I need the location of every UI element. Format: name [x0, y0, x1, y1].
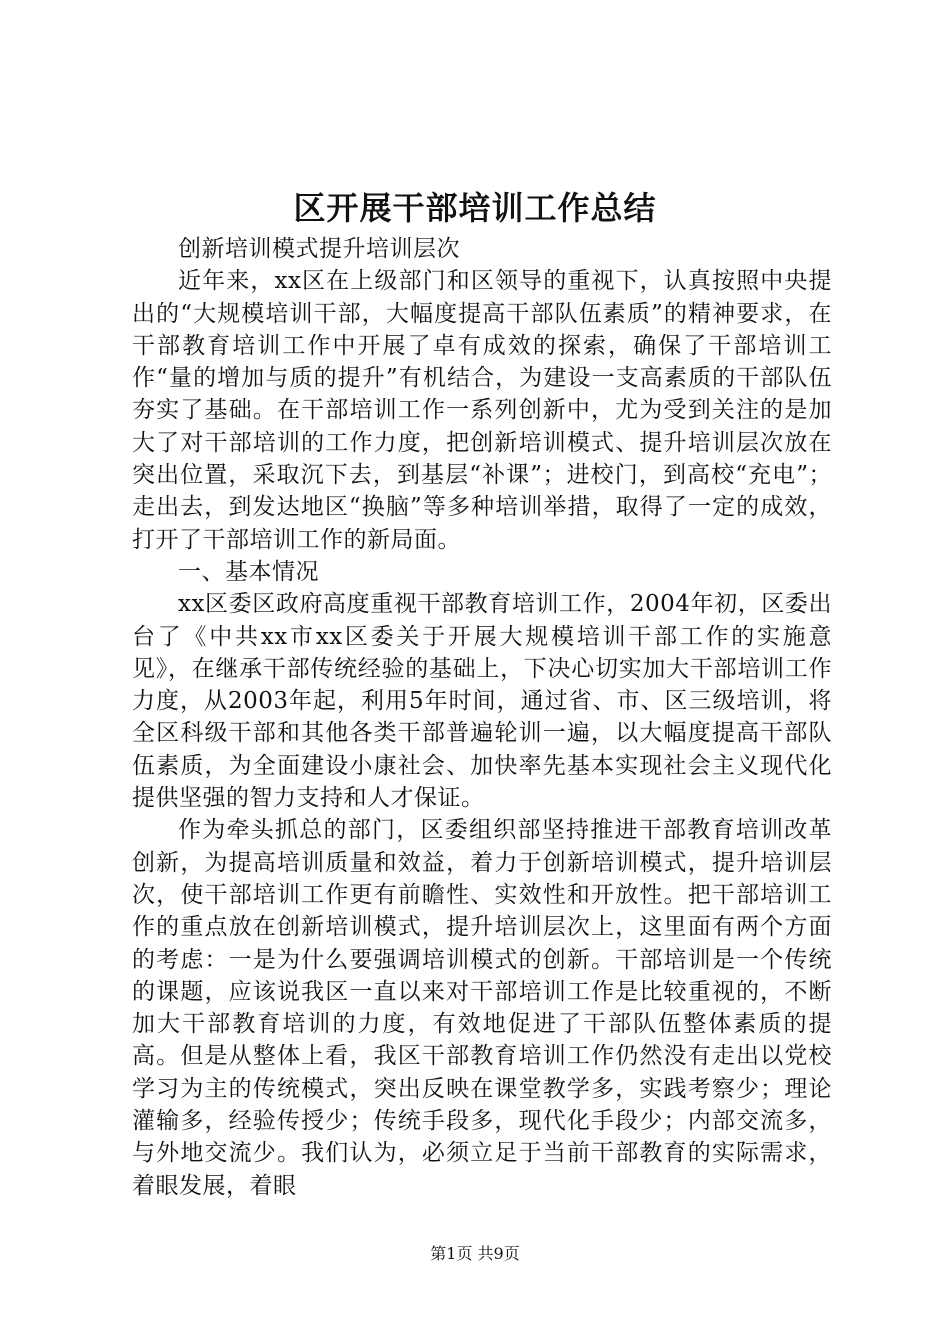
paragraph-organization-department: 作为牵头抓总的部门，区委组织部坚持推进干部教育培训改革创新，为提高培训质量和效益，着力于创新培训模式，提升培训层次，使干部培训工作更有前瞻性、实效性和开放性。把干部培训工作的重点放在创新培训模式，提升培训层次上，这里面有两个方面的考虑：一是为什么要强调培训模式的创新。干部培训是一个传统的课题，应该说我区一直以来对干部培训工作是比较重视的，不断加大干部教育培训的力度，有效地促进了干部队伍整体素质的提高。但是从整体上看，我区干部教育培训工作仍然没有走出以党校学习为主的传统模式，突出反映在课堂教学多，实践考察少；理论灌输多，经验传授少；传统手段多，现代化手段少；内部交流多，与外地交流少。我们认为，必须立足于当前干部教育的实际需求，着眼发展，着眼 — [132, 817, 832, 1199]
paragraph-subtitle: 创新培训模式提升培训层次 — [178, 236, 460, 262]
document-title: 区开展干部培训工作总结 — [293, 189, 657, 227]
page-footer: 第1页 共9页 — [430, 1244, 520, 1263]
document-body — [132, 233, 832, 1202]
paragraph-intro: 近年来，xx区在上级部门和区领导的重视下，认真按照中央提出的“大规模培训干部，大幅度提高干部队伍素质”的精神要求，在干部教育培训工作中开展了卓有成效的探索，确保了干部培训工作“量的增加与质的提升”有机结合，为建设一支高素质的干部队伍夯实了基础。在干部培训工作一系列创新中，尤为受到关注的是加大了对干部培训的工作力度，把创新培训模式、提升培训层次放在突出位置，采取沉下去，到基层“补课”；进校门，到高校“充电”；走出去，到发达地区“换脑”等多种培训举措，取得了一定的成效，打开了干部培训工作的新局面。 — [132, 268, 832, 553]
paragraph-basic-situation: xx区委区政府高度重视干部教育培训工作，2004年初，区委出台了《中共xx市xx区委关于开展大规模培训干部工作的实施意见》，在继承干部传统经验的基础上，下决心切实加大干部培训工作力度，从2003年起，利用5年时间，通过省、市、区三级培训，将全区科级干部和其他各类干部普遍轮训一遍，以大幅度提高干部队伍素质，为全面建设小康社会、加快率先基本实现社会主义现代化提供坚强的智力支持和人才保证。 — [132, 591, 832, 812]
section-heading-basic-situation: 一、基本情况 — [178, 558, 319, 585]
